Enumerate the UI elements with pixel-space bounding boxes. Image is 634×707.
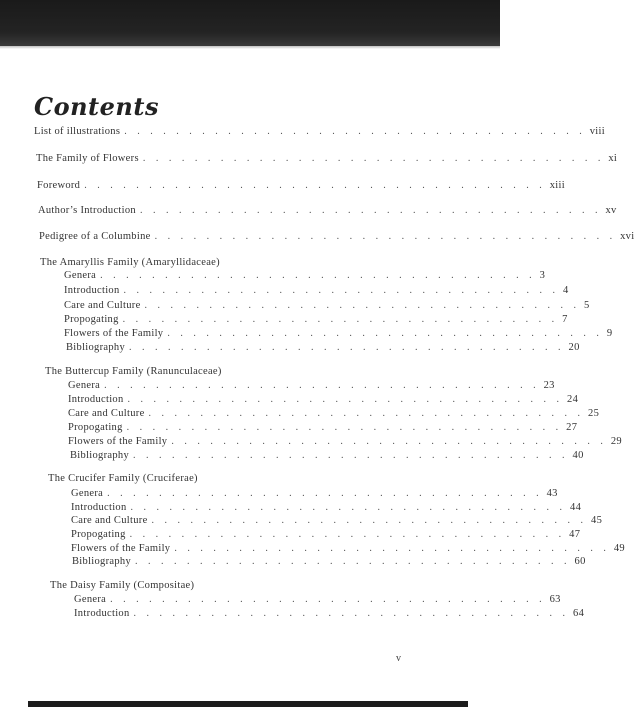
dot-leader: . . . . . . . . . . . . . . . . . . . . . . . . . . . . . . . . . . . . <box>84 180 546 191</box>
toc-subentry-label: Genera <box>71 488 104 499</box>
toc-subentry-page: 24 <box>567 394 579 405</box>
dot-leader: . . . . . . . . . . . . . . . . . . . . . . . . . . . . . . . . . . <box>100 270 536 281</box>
toc-entry-page: viii <box>589 126 605 137</box>
toc-subentry <box>68 394 579 405</box>
toc-entry <box>34 126 605 137</box>
toc-subentry-page: 63 <box>549 594 561 605</box>
dot-leader: . . . . . . . . . . . . . . . . . . . . . . . . . . . . . . . . . . <box>107 488 543 499</box>
toc-family-heading <box>45 366 222 377</box>
toc-subentry-label: Care and Culture <box>71 515 148 526</box>
toc-entry-label: Author’s Introduction <box>38 205 136 216</box>
family-name: The Amaryllis Family (Amaryllidaceae) <box>40 257 220 268</box>
toc-subentry-page: 7 <box>562 314 568 325</box>
toc-subentry-page: 27 <box>566 422 578 433</box>
toc-subentry-page: 3 <box>539 270 546 281</box>
toc-subentry-page: 20 <box>568 342 580 353</box>
dot-leader: . . . . . . . . . . . . . . . . . . . . . . . . . . . . . . . . . . . . <box>124 126 586 137</box>
toc-subentry-label: Genera <box>74 594 107 605</box>
toc-subentry-page: 64 <box>573 608 585 619</box>
toc-entry-page: xiii <box>549 180 565 191</box>
toc-subentry <box>71 488 558 499</box>
toc-subentry <box>70 450 584 461</box>
dot-leader: . . . . . . . . . . . . . . . . . . . . . . . . . . . . . . . . . . <box>110 594 546 605</box>
toc-subentry-label: Introduction <box>74 608 130 619</box>
family-name: The Buttercup Family (Ranunculaceae) <box>45 366 222 377</box>
dot-leader: . . . . . . . . . . . . . . . . . . . . . . . . . . . . . . . . . . <box>151 515 588 526</box>
toc-entry-page: xvi <box>620 231 634 242</box>
toc-subentry <box>64 300 590 311</box>
dot-leader: . . . . . . . . . . . . . . . . . . . . . . . . . . . . . . . . . . . . <box>154 231 617 242</box>
toc-entry <box>39 231 634 242</box>
toc-subentry-label: Flowers of the Family <box>64 328 164 339</box>
toc-entry-page: xv <box>605 205 617 216</box>
toc-subentry <box>74 608 585 619</box>
toc-subentry <box>74 594 561 605</box>
dot-leader: . . . . . . . . . . . . . . . . . . . . . . . . . . . . . . . . . . <box>171 436 607 447</box>
dot-leader: . . . . . . . . . . . . . . . . . . . . . . . . . . . . . . . . . . <box>135 556 571 567</box>
page-title: Contents <box>34 92 159 121</box>
toc-subentry <box>68 380 555 391</box>
toc-family-heading <box>48 473 198 484</box>
toc-subentry-label: Introduction <box>64 285 120 296</box>
toc-subentry <box>72 556 586 567</box>
page-folio: v <box>396 653 401 664</box>
toc-subentry-label: Propogating <box>71 529 126 540</box>
toc-subentry <box>71 543 625 554</box>
toc-subentry <box>68 422 578 433</box>
toc-entry <box>38 205 617 216</box>
toc-subentry-label: Care and Culture <box>64 300 141 311</box>
family-name: The Crucifer Family (Cruciferae) <box>48 473 198 484</box>
dot-leader: . . . . . . . . . . . . . . . . . . . . . . . . . . . . . . . . . . . . <box>142 153 605 164</box>
toc-subentry-page: 40 <box>572 450 584 461</box>
toc-subentry-page: 9 <box>606 328 613 339</box>
dot-leader: . . . . . . . . . . . . . . . . . . . . . . . . . . . . . . . . . . <box>122 314 559 325</box>
toc-subentry-label: Propogating <box>64 314 119 325</box>
toc-family-heading <box>50 580 194 591</box>
dot-leader: . . . . . . . . . . . . . . . . . . . . . . . . . . . . . . . . . . <box>148 408 585 419</box>
toc-subentry <box>64 328 613 339</box>
toc-subentry-page: 44 <box>570 502 582 513</box>
dot-leader: . . . . . . . . . . . . . . . . . . . . . . . . . . . . . . . . . . <box>129 342 565 353</box>
dot-leader: . . . . . . . . . . . . . . . . . . . . . . . . . . . . . . . . . . <box>127 394 564 405</box>
toc-subentry-page: 47 <box>569 529 581 540</box>
toc-subentry-label: Genera <box>64 270 97 281</box>
toc-subentry <box>64 314 568 325</box>
toc-subentry-page: 4 <box>563 285 569 296</box>
toc-entry <box>37 180 565 191</box>
toc-subentry-label: Introduction <box>68 394 124 405</box>
toc-subentry-page: 25 <box>588 408 600 419</box>
toc-subentry <box>71 529 581 540</box>
dot-leader: . . . . . . . . . . . . . . . . . . . . . . . . . . . . . . . . . . <box>133 608 570 619</box>
dot-leader: . . . . . . . . . . . . . . . . . . . . . . . . . . . . . . . . . . <box>167 328 603 339</box>
toc-entry-label: List of illustrations <box>34 126 121 137</box>
toc-subentry <box>66 342 580 353</box>
toc-subentry-page: 5 <box>584 300 590 311</box>
toc-entry-label: Foreword <box>37 180 81 191</box>
toc-subentry-label: Bibliography <box>66 342 126 353</box>
toc-subentry-label: Flowers of the Family <box>71 543 171 554</box>
toc-subentry-page: 43 <box>546 488 558 499</box>
dot-leader: . . . . . . . . . . . . . . . . . . . . . . . . . . . . . . . . . . <box>123 285 560 296</box>
toc-subentry <box>71 502 582 513</box>
contents-page <box>0 46 634 701</box>
toc-subentry-page: 45 <box>591 515 603 526</box>
toc-subentry-label: Introduction <box>71 502 127 513</box>
toc-entry <box>36 153 618 164</box>
dot-leader: . . . . . . . . . . . . . . . . . . . . . . . . . . . . . . . . . . . . <box>139 205 602 216</box>
toc-subentry-label: Care and Culture <box>68 408 145 419</box>
dot-leader: . . . . . . . . . . . . . . . . . . . . . . . . . . . . . . . . . . <box>174 543 610 554</box>
toc-subentry <box>68 436 622 447</box>
toc-subentry <box>64 270 546 281</box>
toc-subentry-label: Genera <box>68 380 101 391</box>
dot-leader: . . . . . . . . . . . . . . . . . . . . . . . . . . . . . . . . . . <box>104 380 540 391</box>
toc-family-heading <box>40 257 220 268</box>
toc-subentry <box>71 515 603 526</box>
dot-leader: . . . . . . . . . . . . . . . . . . . . . . . . . . . . . . . . . . <box>130 502 567 513</box>
toc-subentry <box>68 408 600 419</box>
toc-entry-page: xi <box>608 153 618 164</box>
top-scan-shadow <box>0 0 500 46</box>
toc-subentry-page: 23 <box>543 380 555 391</box>
toc-subentry <box>64 285 569 296</box>
bottom-scan-shadow <box>28 701 468 707</box>
toc-entry-label: The Family of Flowers <box>36 153 139 164</box>
dot-leader: . . . . . . . . . . . . . . . . . . . . . . . . . . . . . . . . . . <box>133 450 569 461</box>
toc-subentry-page: 60 <box>574 556 586 567</box>
toc-subentry-label: Flowers of the Family <box>68 436 168 447</box>
dot-leader: . . . . . . . . . . . . . . . . . . . . . . . . . . . . . . . . . . <box>126 422 563 433</box>
toc-subentry-label: Bibliography <box>72 556 132 567</box>
dot-leader: . . . . . . . . . . . . . . . . . . . . . . . . . . . . . . . . . . <box>144 300 581 311</box>
family-name: The Daisy Family (Compositae) <box>50 580 195 591</box>
dot-leader: . . . . . . . . . . . . . . . . . . . . . . . . . . . . . . . . . . <box>129 529 566 540</box>
toc-subentry-page: 29 <box>610 436 622 447</box>
toc-subentry-label: Bibliography <box>70 450 130 461</box>
toc-entry-label: Pedigree of a Columbine <box>39 231 151 242</box>
toc-subentry-page: 49 <box>613 543 625 554</box>
toc-subentry-label: Propogating <box>68 422 123 433</box>
